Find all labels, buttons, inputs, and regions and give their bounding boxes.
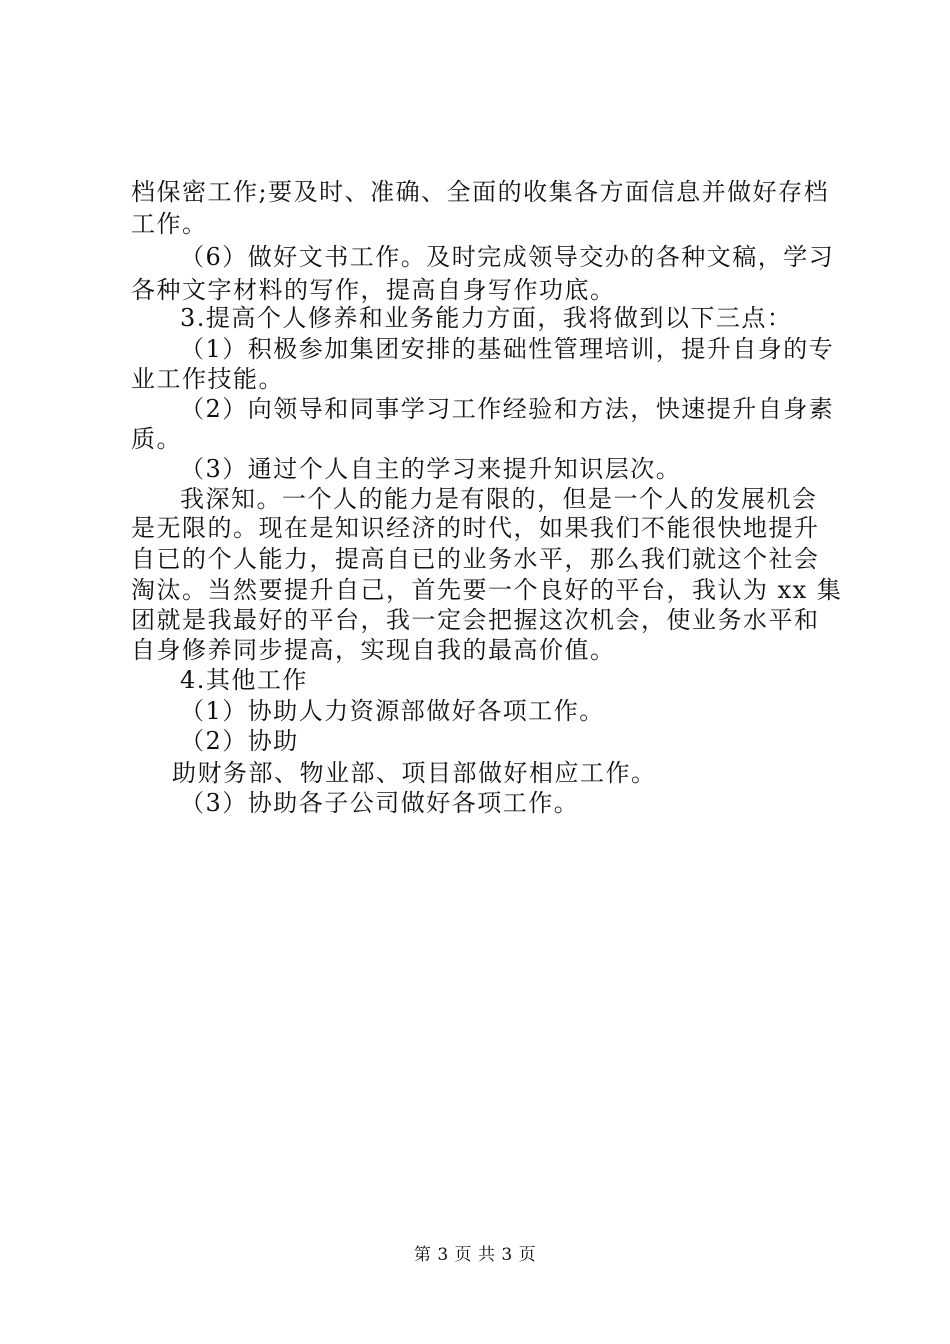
paragraph-line: 工作。: [131, 210, 208, 238]
paragraph-line: 淘汰。当然要提升自己，首先要一个良好的平台，我认为 xx 集: [131, 576, 843, 604]
paragraph-line: 自身修养同步提高，实现自我的最高价值。: [131, 636, 616, 664]
paragraph-line: （2）协助: [180, 727, 299, 755]
paragraph-line: （1）积极参加集团安排的基础性管理培训，提升自身的专: [180, 335, 835, 363]
paragraph-line: 业工作技能。: [131, 365, 284, 393]
paragraph-line: 我深知。一个人的能力是有限的，但是一个人的发展机会: [180, 485, 818, 513]
page-number-footer: 第 3 页 共 3 页: [413, 1245, 537, 1265]
paragraph-line: （3）协助各子公司做好各项工作。: [180, 789, 580, 817]
paragraph-line: 团就是我最好的平台，我一定会把握这次机会，使业务水平和: [131, 606, 820, 634]
paragraph-line: 各种文字材料的写作，提高自身写作功底。: [131, 276, 616, 304]
paragraph-line: 自已的个人能力，提高自已的业务水平，那么我们就这个社会: [131, 545, 820, 573]
paragraph-line: 质。: [131, 425, 182, 453]
section-heading: 4.其他工作: [180, 666, 308, 694]
paragraph-line: （1）协助人力资源部做好各项工作。: [180, 697, 605, 725]
paragraph-line: 档保密工作;要及时、准确、全面的收集各方面信息并做好存档: [131, 178, 830, 206]
paragraph-line: 是无限的。现在是知识经济的时代，如果我们不能很快地提升: [131, 514, 820, 542]
paragraph-line: （2）向领导和同事学习工作经验和方法，快速提升自身素: [180, 395, 835, 423]
paragraph-line: 助财务部、物业部、项目部做好相应工作。: [172, 759, 657, 787]
paragraph-line: 3.提高个人修养和业务能力方面，我将做到以下三点：: [180, 304, 793, 332]
paragraph-line: （6）做好文书工作。及时完成领导交办的各种文稿，学习: [180, 243, 835, 271]
paragraph-line: （3）通过个人自主的学习来提升知识层次。: [180, 455, 682, 483]
